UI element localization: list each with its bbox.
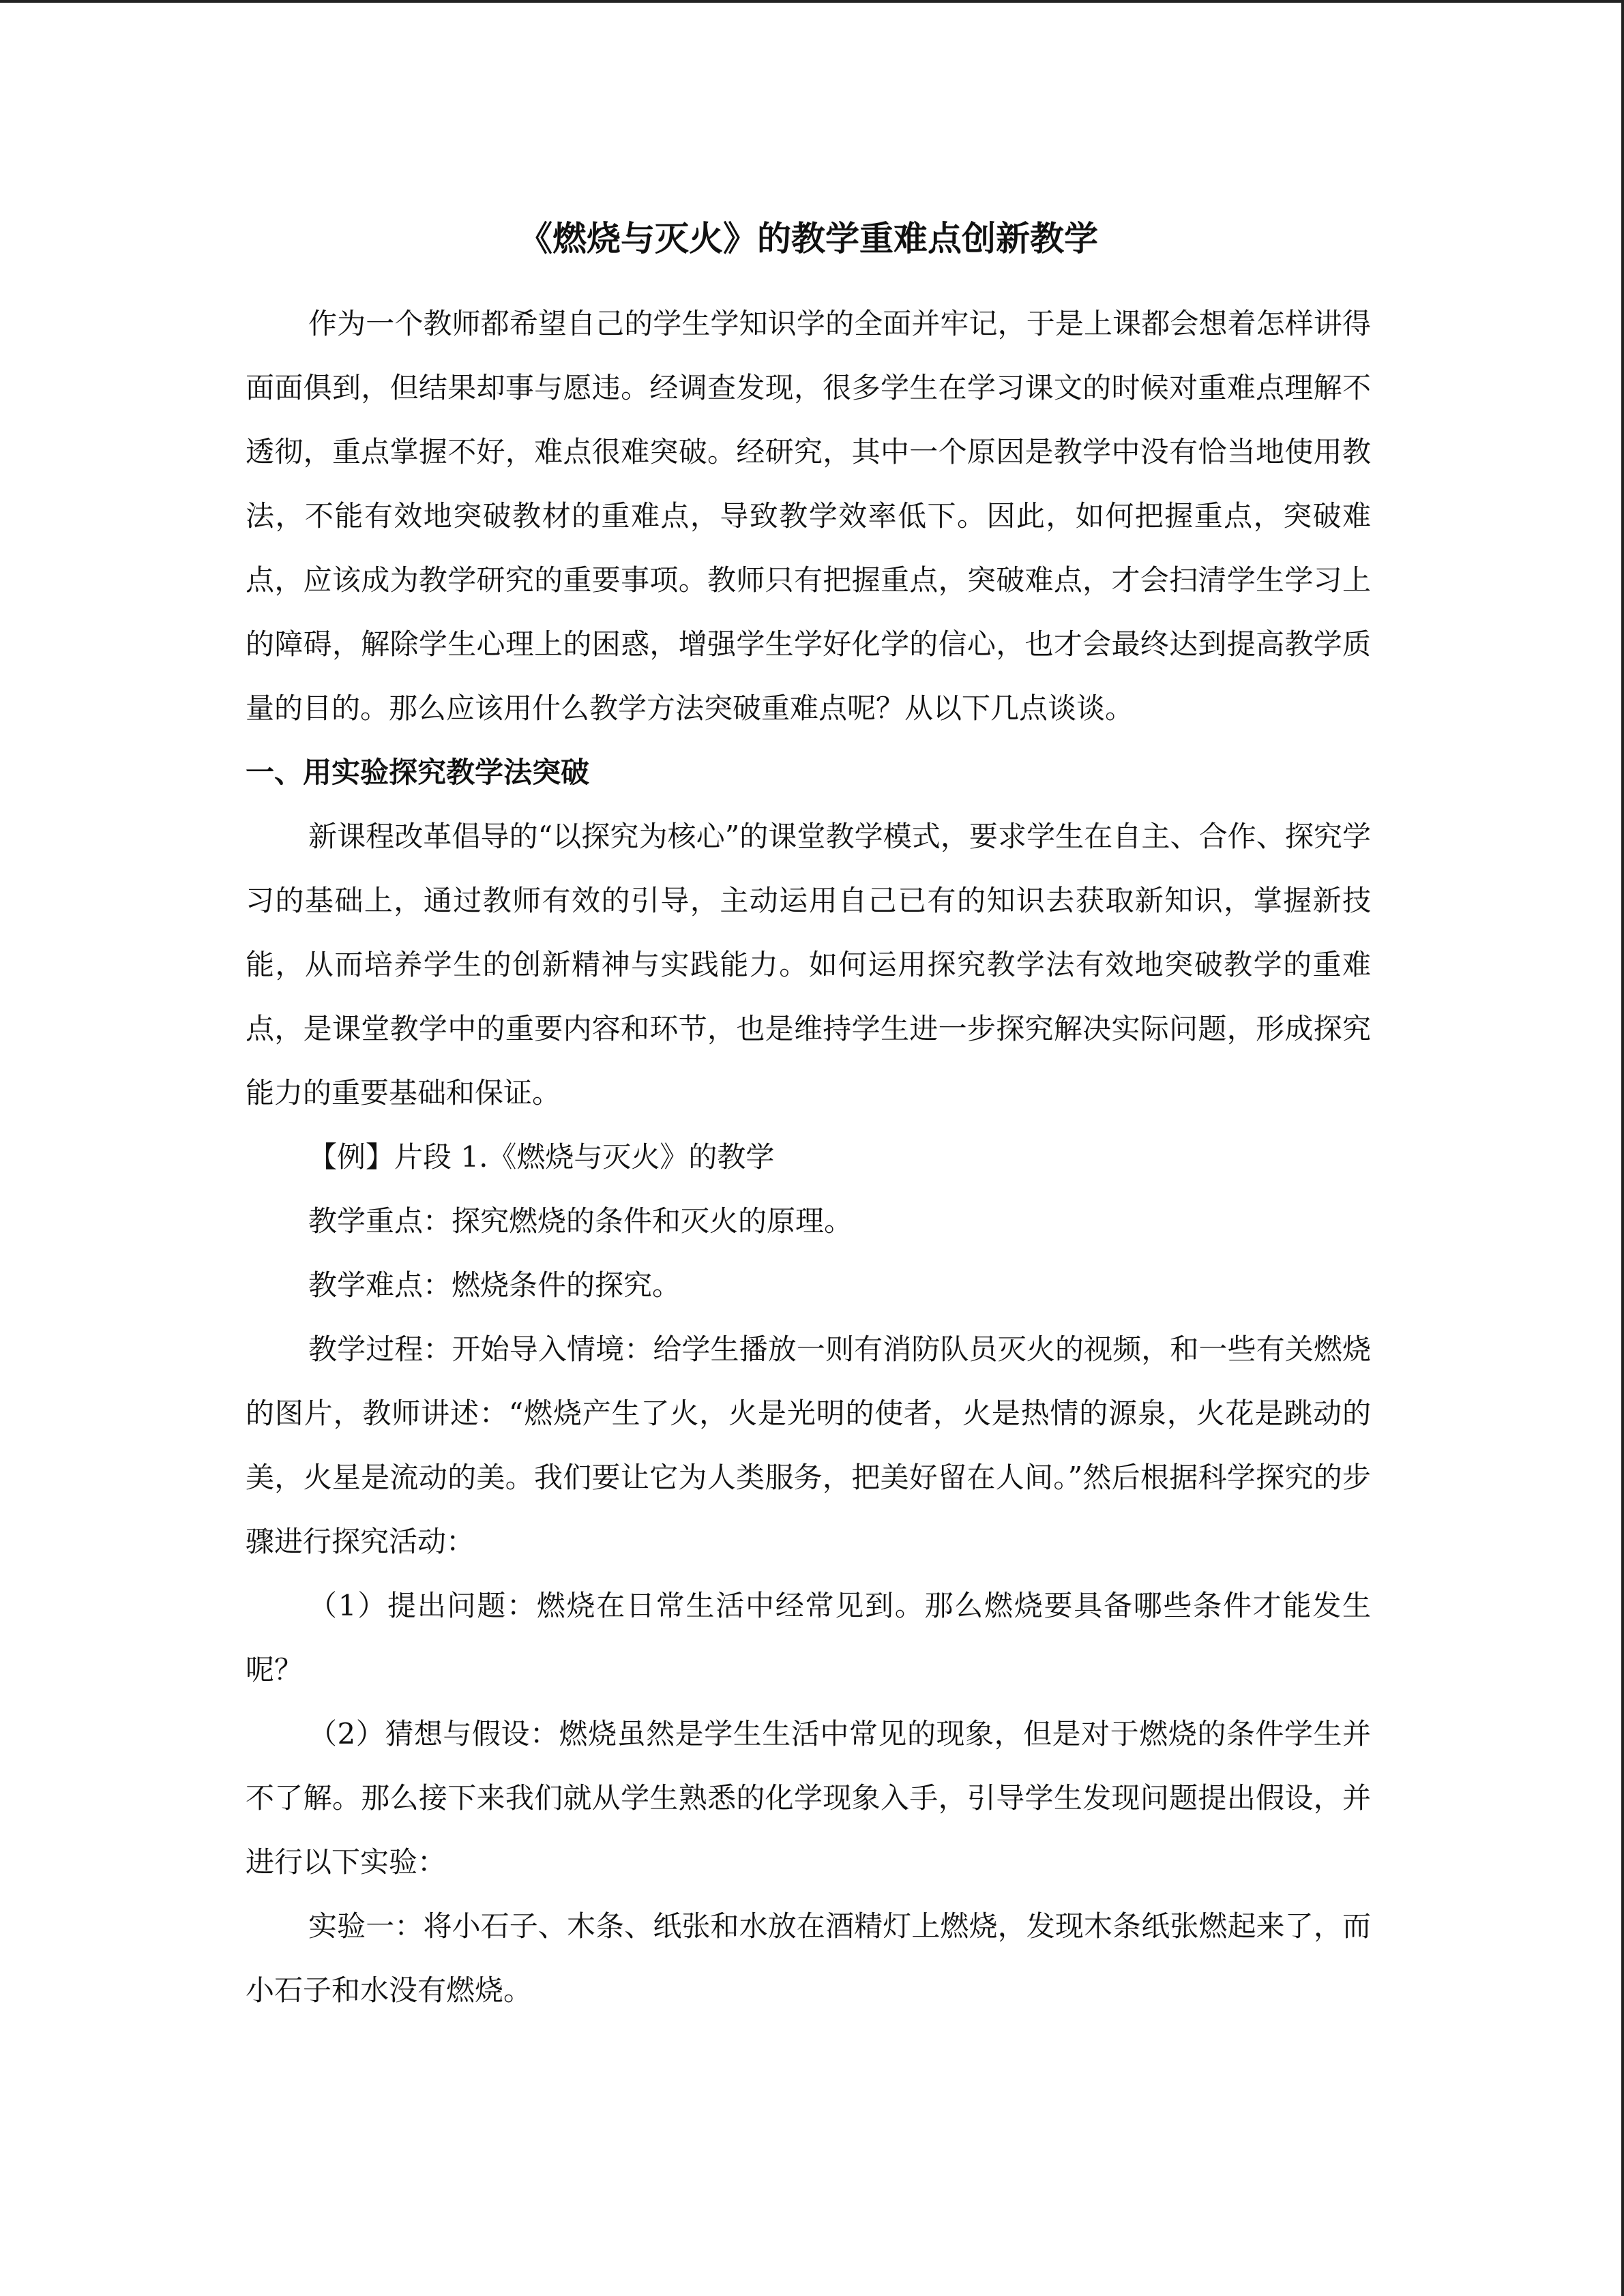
example-label: 【例】片段 1.《燃烧与灭火》的教学 <box>308 1140 775 1174</box>
teaching-process-paragraph: 教学过程：开始导入情境：给学生播放一则有消防队员灭火的视频，和一些有关燃烧的图片，教师讲述：“燃烧产生了火，火是光明的使者，火是热情的源泉，火花是跳动的美，火星是流动的美。我们要让它为人类服务，把美好留在人间。”然后根据科学探究的步骤进行探究活动： <box>246 1332 1371 1558</box>
right-border-line <box>1621 0 1624 2296</box>
section-1-paragraph: 新课程改革倡导的“以探究为核心”的课堂教学模式，要求学生在自主、合作、探究学习的基础上，通过教师有效的引导，主动运用自己已有的知识去获取新知识，掌握新技能，从而培养学生的创新精神与实践能力。如何运用探究教学法有效地突破教学的重难点，是课堂教学中的重要内容和环节，也是维持学生进一步探究解决实际问题，形成探究能力的重要基础和保证。 <box>246 820 1371 1109</box>
teaching-focus: 教学重点：探究燃烧的条件和灭火的原理。 <box>308 1204 853 1238</box>
teaching-difficulty: 教学难点：燃烧条件的探究。 <box>308 1268 681 1302</box>
experiment-1-paragraph: 实验一：将小石子、木条、纸张和水放在酒精灯上燃烧，发现木条纸张燃起来了，而小石子和水没有燃烧。 <box>246 1909 1371 2007</box>
intro-paragraph: 作为一个教师都希望自己的学生学知识学的全面并牢记，于是上课都会想着怎样讲得面面俱到，但结果却事与愿违。经调查发现，很多学生在学习课文的时候对重难点理解不透彻，重点掌握不好，难点很难突破。经研究，其中一个原因是教学中没有恰当地使用教法，不能有效地突破教材的重难点，导致教学效率低下。因此，如何把握重点，突破难点，应该成为教学研究的重要事项。教师只有把握重点，突破难点，才会扫清学生学习上的障碍，解除学生心理上的困惑，增强学生学好化学的信心，也才会最终达到提高教学质量的目的。那么应该用什么教学方法突破重难点呢？从以下几点谈谈。 <box>246 307 1371 725</box>
step-2-paragraph: （2）猜想与假设：燃烧虽然是学生生活中常见的现象，但是对于燃烧的条件学生并不了解。那么接下来我们就从学生熟悉的化学现象入手，引导学生发现问题提出假设，并进行以下实验： <box>246 1717 1371 1879</box>
document-body <box>246 205 1371 2023</box>
step-1-paragraph: （1）提出问题：燃烧在日常生活中经常见到。那么燃烧要具备哪些条件才能发生呢？ <box>246 1589 1371 1686</box>
document-title: 《燃烧与灭火》的教学重难点创新教学 <box>518 219 1098 258</box>
top-border-line <box>0 0 1624 3</box>
section-heading-1: 一、用实验探究教学法突破 <box>246 756 590 789</box>
